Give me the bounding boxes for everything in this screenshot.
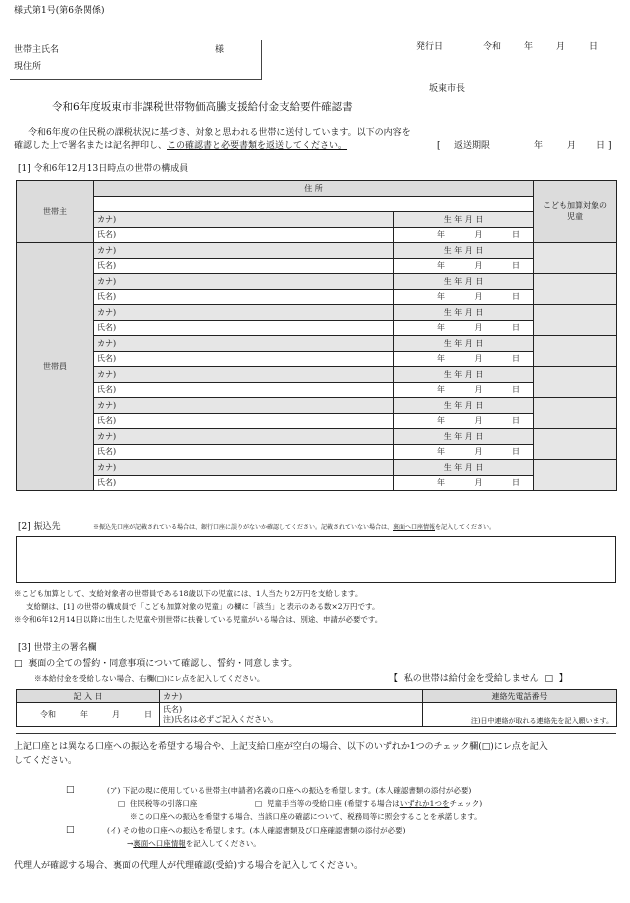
- member-name-field[interactable]: [94, 475, 394, 491]
- table-row: [17, 413, 617, 429]
- table-row: [17, 227, 617, 243]
- table-row: [17, 212, 617, 228]
- option-a-sub1: [118, 799, 197, 808]
- note-line-1: ※こども加算として、支給対象者の世帯員である18歳以下の児童には、1人当たり2万円を支給します。: [14, 589, 363, 598]
- members-label-cell: [17, 243, 94, 491]
- option-a-note: ※この口座への振込を希望する場合、当該口座の確認について、税務局等に照会することを承諾します。: [130, 812, 482, 821]
- table-row: [17, 398, 617, 414]
- issue-day-unit: 日: [589, 42, 599, 52]
- agree-row: [14, 659, 297, 670]
- name-label: 氏名): [97, 385, 117, 395]
- withdrawal-account-checkbox[interactable]: □: [118, 799, 126, 808]
- householder-kana-field[interactable]: [94, 212, 394, 228]
- month-unit: 月: [474, 385, 483, 395]
- day-unit: 日: [512, 478, 520, 488]
- member-child-flag: [534, 305, 617, 336]
- table-row: [17, 289, 617, 305]
- child-allowance-account-checkbox[interactable]: □: [255, 799, 263, 808]
- address-label: 現住所: [14, 62, 42, 72]
- signature-heading: [3] 世帯主の署名欄: [18, 643, 97, 653]
- intro-underlined: この確認書と必要書類を返送してください。: [167, 141, 348, 151]
- member-birth-field[interactable]: [394, 289, 534, 305]
- member-kana-field[interactable]: [94, 274, 394, 290]
- deadline-day-unit: 日: [596, 141, 606, 151]
- member-kana-field[interactable]: [94, 367, 394, 383]
- recipient-box: [10, 40, 262, 80]
- intro-line-2-prefix: 確認した上で署名または記名押印し、: [14, 141, 168, 151]
- kana-label: カナ): [97, 431, 117, 441]
- sign-day-unit: 日: [144, 710, 152, 719]
- month-unit: 月: [474, 416, 483, 426]
- member-kana-field[interactable]: [94, 429, 394, 445]
- form-number: 様式第1号(第6条関係): [14, 6, 105, 16]
- table-row: [17, 475, 617, 491]
- member-child-flag: [534, 398, 617, 429]
- birth-header-text: 生 年 月 日: [443, 462, 484, 472]
- table-row: [17, 258, 617, 274]
- sign-kana-label: カナ): [163, 691, 183, 701]
- decline-row: [389, 674, 568, 685]
- bank-note: [93, 524, 495, 531]
- sign-kana-field[interactable]: [160, 690, 423, 703]
- alt-intro-line-1: 上記口座とは異なる口座への振込を希望する場合や、上記支給口座が空白の場合、以下のいずれか1つのチェック欄(□)にレ点を記入: [14, 742, 548, 752]
- sign-era: 令和: [40, 710, 56, 719]
- member-child-flag: [534, 243, 617, 274]
- year-unit: 年: [437, 230, 445, 240]
- birth-header-text: 生 年 月 日: [443, 245, 484, 255]
- birth-header: [394, 305, 534, 321]
- member-birth-field[interactable]: [394, 320, 534, 336]
- child-allowance-underlined: いずれか1つを: [399, 799, 450, 808]
- kana-label: カナ): [97, 307, 117, 317]
- member-birth-field[interactable]: [394, 444, 534, 460]
- month-unit: 月: [474, 292, 483, 302]
- day-unit: 日: [512, 292, 520, 302]
- member-birth-field[interactable]: [394, 258, 534, 274]
- note-line-3: ※令和6年12月14日以降に出生した児童や別世帯に扶養している児童がいる場合は、別途、申請が必要です。: [14, 615, 383, 624]
- address-header-text: 住 所: [304, 183, 323, 193]
- householder-birth-field[interactable]: [394, 227, 534, 243]
- table-row: [17, 460, 617, 476]
- table-row: [17, 703, 617, 727]
- member-birth-field[interactable]: [394, 475, 534, 491]
- year-unit: 年: [437, 261, 445, 271]
- name-label: 氏名): [97, 292, 117, 302]
- year-unit: 年: [437, 385, 445, 395]
- decline-note: ※本給付金を受給しない場合、右欄(□)にレ点を記入してください。: [34, 674, 265, 683]
- bank-note-prefix: ※振込先口座が記載されている場合は、銀行口座に誤りがないか確認してください。記載されていない場合は、: [93, 524, 394, 531]
- member-kana-field[interactable]: [94, 305, 394, 321]
- child-allowance-suffix: チェック): [449, 799, 483, 808]
- deadline-close: ]: [608, 141, 612, 151]
- birth-header-text: 生 年 月 日: [443, 338, 484, 348]
- option-b-checkbox[interactable]: □: [66, 825, 75, 835]
- divider: [16, 733, 616, 734]
- members-label: 世帯員: [43, 362, 67, 371]
- birth-header-text: 生 年 月 日: [443, 431, 484, 441]
- table-row: [17, 382, 617, 398]
- member-name-field[interactable]: [94, 351, 394, 367]
- sign-date-field[interactable]: [17, 703, 160, 727]
- decline-checkbox[interactable]: □: [544, 674, 554, 684]
- child-header-line1: こども加算対象の: [543, 201, 608, 211]
- birth-header-text: 生 年 月 日: [443, 214, 484, 224]
- name-label: 氏名): [97, 230, 117, 240]
- birth-header: [394, 398, 534, 414]
- birth-header: [394, 429, 534, 445]
- child-header-line2: 児童: [567, 211, 584, 221]
- member-kana-field[interactable]: [94, 398, 394, 414]
- decline-text: 私の世帯は給付金を受給しません: [403, 674, 539, 684]
- phone-note: 注)日中連絡が取れる連絡先を記入願います。: [470, 717, 613, 725]
- day-unit: 日: [512, 385, 520, 395]
- household-members-table: [16, 180, 617, 491]
- year-unit: 年: [437, 478, 445, 488]
- table-row: [17, 320, 617, 336]
- name-label: 氏名): [97, 261, 117, 271]
- table-row: [17, 429, 617, 445]
- page-title: 令和6年度坂東市非課税世帯物価高騰支援給付金支給要件確認書: [52, 101, 353, 113]
- member-birth-field[interactable]: [394, 351, 534, 367]
- month-unit: 月: [474, 478, 483, 488]
- member-kana-field[interactable]: [94, 460, 394, 476]
- sign-name-note: 注)氏名は必ずご記入ください。: [163, 714, 279, 724]
- name-label: 氏名): [97, 478, 117, 488]
- bank-note-link[interactable]: 裏面へ口座情報: [393, 524, 436, 531]
- decline-close: 】: [558, 674, 568, 684]
- option-a-text: (ア) 下記の現に使用している世帯主(申請者)名義の口座への振込を希望します。(本人確認書類の添付が必要): [107, 786, 472, 795]
- member-name-field[interactable]: [94, 382, 394, 398]
- signature-table: [16, 689, 617, 727]
- name-label: 氏名): [97, 416, 117, 426]
- phone-header: [423, 690, 617, 703]
- proxy-note: 代理人が確認する場合、裏面の代理人が代理確認(受給)する場合を記入してください。: [14, 861, 364, 871]
- option-a-sub2: [255, 799, 482, 808]
- kana-label: カナ): [97, 338, 117, 348]
- month-unit: 月: [474, 230, 483, 240]
- month-unit: 月: [474, 323, 483, 333]
- option-b-suffix: を記入してください。: [185, 839, 261, 848]
- address-header: [94, 181, 534, 197]
- birth-header: [394, 212, 534, 228]
- month-unit: 月: [474, 447, 483, 457]
- bank-heading: [2] 振込先: [18, 522, 61, 532]
- agree-checkbox[interactable]: □: [14, 659, 23, 669]
- issuer: 坂東市長: [429, 84, 466, 94]
- householder-name-field[interactable]: [94, 227, 394, 243]
- birth-header-text: 生 年 月 日: [443, 276, 484, 286]
- issue-year-unit: 年: [524, 42, 534, 52]
- sign-month-unit: 月: [112, 710, 120, 719]
- birth-header-text: 生 年 月 日: [443, 369, 484, 379]
- deadline-label: 返送期限: [454, 141, 491, 151]
- kana-label: カナ): [97, 400, 117, 410]
- table-row: [17, 367, 617, 383]
- phone-header-text: 連絡先電話番号: [491, 691, 548, 701]
- withdrawal-account-label: 住民税等の引落口座: [129, 799, 198, 808]
- day-unit: 日: [512, 230, 520, 240]
- kana-label: カナ): [97, 245, 117, 255]
- intro-line-1: 令和6年度の住民税の課税状況に基づき、対象と思われる世帯に送付しています。以下の内容を: [28, 128, 411, 138]
- kana-label: カナ): [97, 462, 117, 472]
- issue-month-unit: 月: [556, 42, 566, 52]
- year-unit: 年: [437, 354, 445, 364]
- decline-open: 【: [389, 674, 399, 684]
- birth-header-text: 生 年 月 日: [443, 400, 484, 410]
- sign-year-unit: 年: [80, 710, 88, 719]
- member-kana-field[interactable]: [94, 336, 394, 352]
- child-allowance-label: 児童手当等の受給口座 (希望する場合は: [266, 799, 400, 808]
- bank-account-box[interactable]: [16, 536, 616, 583]
- member-name-field[interactable]: [94, 444, 394, 460]
- table-row: [17, 305, 617, 321]
- member-child-flag: [534, 429, 617, 460]
- bank-note-suffix: を記入してください。: [435, 524, 496, 531]
- year-unit: 年: [437, 416, 445, 426]
- deadline-month-unit: 月: [567, 141, 577, 151]
- householder-label: 世帯主: [43, 207, 67, 216]
- member-child-flag: [534, 367, 617, 398]
- member-child-flag: [534, 460, 617, 491]
- year-unit: 年: [437, 292, 445, 302]
- year-unit: 年: [437, 447, 445, 457]
- table-row: [17, 181, 617, 197]
- day-unit: 日: [512, 416, 520, 426]
- day-unit: 日: [512, 354, 520, 364]
- name-label: 氏名): [97, 354, 117, 364]
- name-label: 氏名): [97, 323, 117, 333]
- member-name-field[interactable]: [94, 413, 394, 429]
- birth-header-text: 生 年 月 日: [443, 307, 484, 317]
- date-header: [17, 690, 160, 703]
- option-a-checkbox[interactable]: □: [66, 785, 75, 795]
- table-row: [17, 444, 617, 460]
- issue-date-label: 発行日: [416, 42, 444, 52]
- table-row: [17, 336, 617, 352]
- child-target-header: [534, 181, 617, 243]
- member-name-field[interactable]: [94, 289, 394, 305]
- note-line-2: 支給額は、[1] の世帯の構成員で「こども加算対象の児童」の欄に「該当」と表示のある数×2万円です。: [26, 602, 380, 611]
- date-header-text: 記 入 日: [73, 691, 103, 701]
- year-unit: 年: [437, 323, 445, 333]
- birth-header: [394, 460, 534, 476]
- table-row: [17, 274, 617, 290]
- householder-address-input[interactable]: [94, 196, 534, 212]
- option-b-text: (イ) その他の口座への振込を希望します。(本人確認書類及び口座確認書類の添付が必要): [107, 826, 406, 835]
- member-birth-field[interactable]: [394, 382, 534, 398]
- deadline-year-unit: 年: [534, 141, 544, 151]
- day-unit: 日: [512, 447, 520, 457]
- birth-header: [394, 336, 534, 352]
- name-label: 氏名): [97, 447, 117, 457]
- birth-header: [394, 274, 534, 290]
- householder-label-cell: [17, 181, 94, 243]
- deadline-open: [: [437, 141, 441, 151]
- birth-header: [394, 243, 534, 259]
- honorific: 様: [215, 45, 225, 55]
- issue-era: 令和: [483, 42, 502, 52]
- arrow-icon: →: [127, 839, 134, 848]
- birth-header: [394, 367, 534, 383]
- day-unit: 日: [512, 323, 520, 333]
- member-child-flag: [534, 274, 617, 305]
- month-unit: 月: [474, 261, 483, 271]
- option-b-link[interactable]: 裏面へ口座情報: [133, 839, 186, 848]
- table-row: [17, 351, 617, 367]
- alt-intro-line-2: してください。: [14, 756, 78, 766]
- householder-name-label: 世帯主氏名: [14, 45, 60, 55]
- intro-line-2: [14, 141, 347, 152]
- phone-field[interactable]: [423, 703, 617, 727]
- day-unit: 日: [512, 261, 520, 271]
- member-kana-field[interactable]: [94, 243, 394, 259]
- kana-label: カナ): [97, 214, 117, 224]
- table-row: [17, 196, 617, 212]
- agree-text: 裏面の全ての誓約・同意事項について確認し、誓約・同意します。: [28, 659, 298, 669]
- sign-name-label: 氏名): [163, 704, 183, 714]
- kana-label: カナ): [97, 369, 117, 379]
- member-name-field[interactable]: [94, 320, 394, 336]
- member-name-field[interactable]: [94, 258, 394, 274]
- option-b-sub: [127, 839, 261, 848]
- members-heading: [1] 令和6年12月13日時点の世帯の構成員: [18, 164, 189, 174]
- table-row: [17, 690, 617, 703]
- table-row: [17, 243, 617, 259]
- month-unit: 月: [474, 354, 483, 364]
- kana-label: カナ): [97, 276, 117, 286]
- member-child-flag: [534, 336, 617, 367]
- member-birth-field[interactable]: [394, 413, 534, 429]
- sign-name-field[interactable]: [160, 703, 423, 727]
